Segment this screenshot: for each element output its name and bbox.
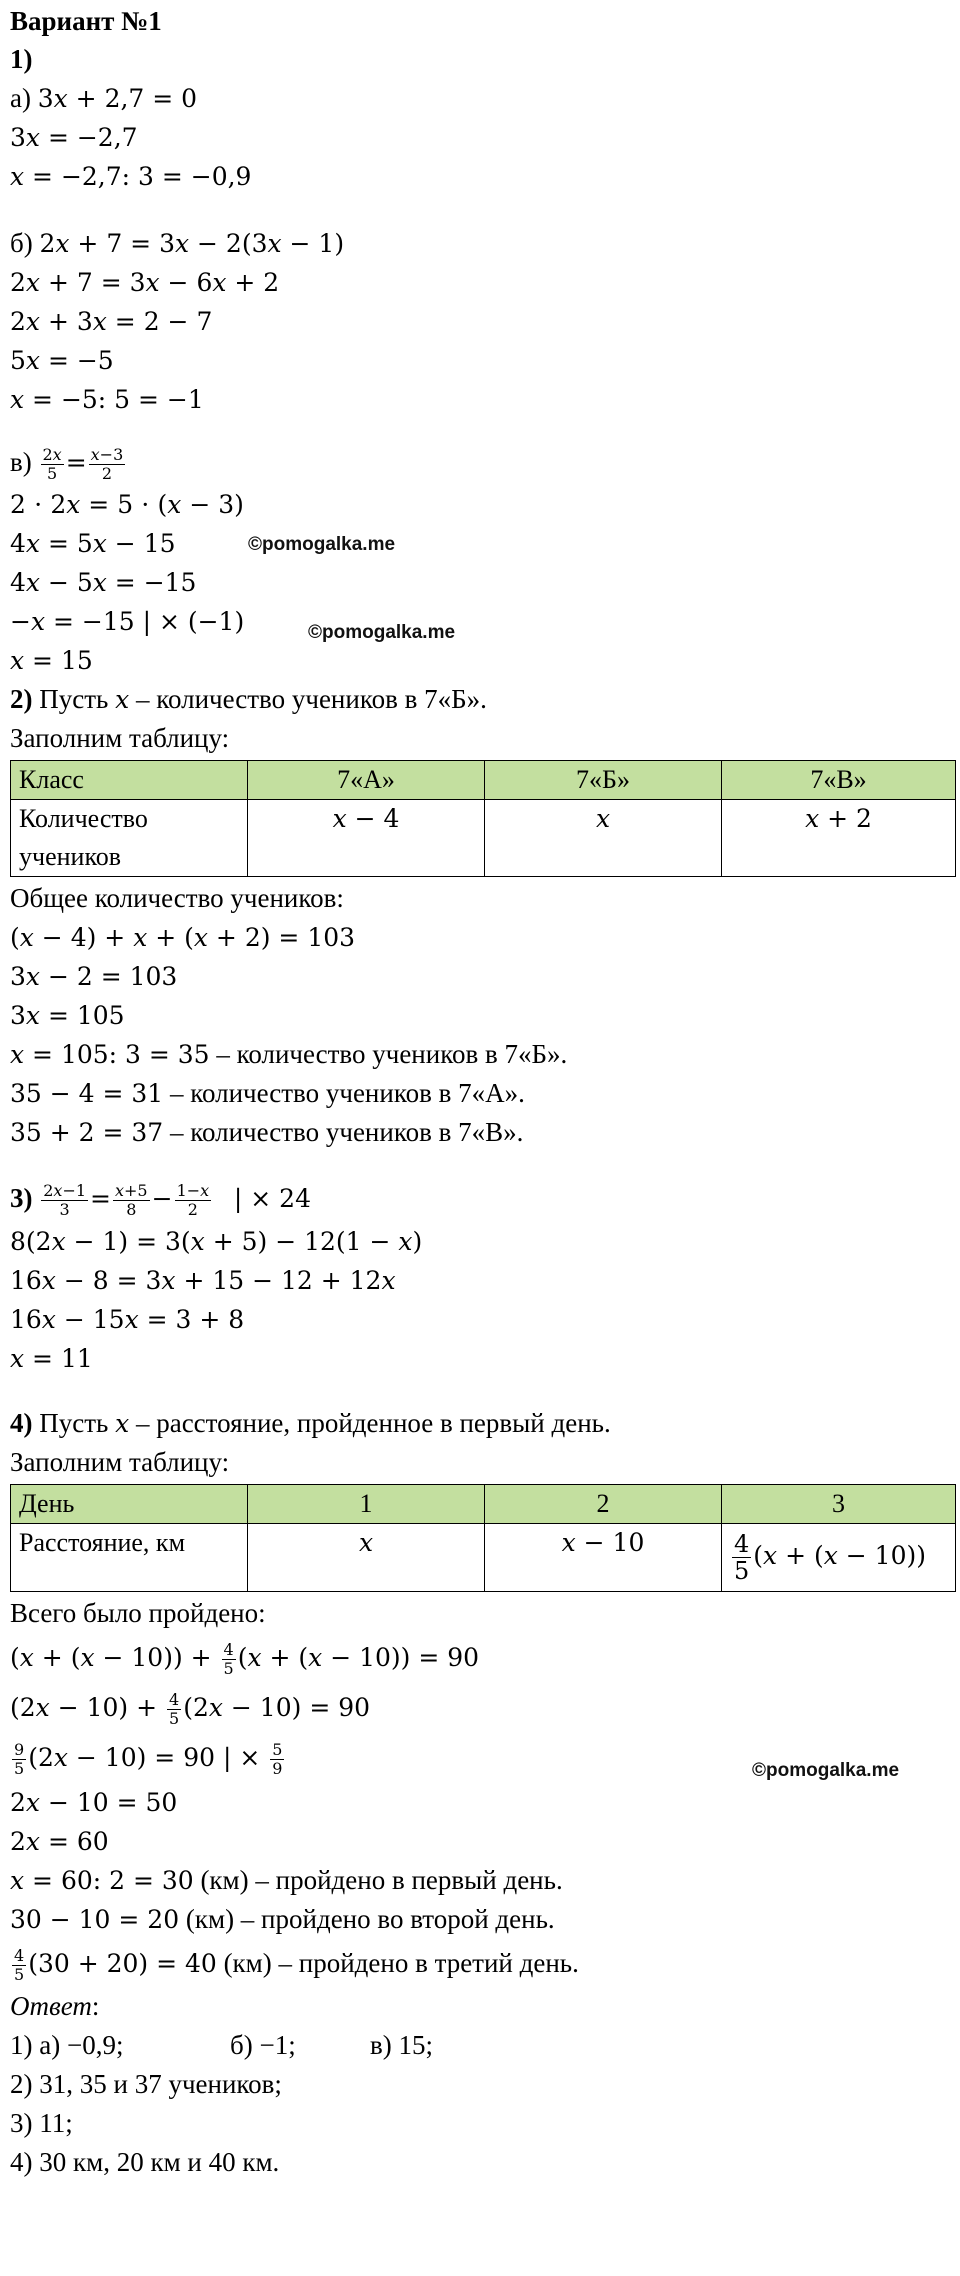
task1v-line-3: 4𝑥 = 5𝑥 − 15 xyxy=(10,529,176,558)
task1b-line-5: 𝑥 = −5: 5 = −1 xyxy=(10,385,204,414)
task1v-line-6: 𝑥 = 15 xyxy=(10,646,93,675)
task1v-line-4: 4𝑥 − 5𝑥 = −15 xyxy=(10,568,197,597)
task4-eq3-multiplier-fraction: $\frac{5}{9}$ xyxy=(272,1740,283,1778)
task2-intro: 2) Пусть 𝑥 – количество учеников в 7«Б». xyxy=(10,684,487,714)
task3-line-2: 16𝑥 − 8 = 3𝑥 + 15 − 12 + 12𝑥 xyxy=(10,1266,396,1295)
task1v-line-5: −𝑥 = −15 | × (−1) xyxy=(10,607,245,636)
task4-result3-fraction: $\frac{4}{5}$ xyxy=(14,1946,25,1985)
answer-1a: 1) а) −0,9; xyxy=(10,2030,124,2060)
task4-table-row-label: Расстояние, км xyxy=(11,1524,248,1592)
answer-row-2: 2) 31, 35 и 37 учеников; xyxy=(10,2069,282,2099)
task1a-line-2: 3𝑥 = −2,7 xyxy=(10,123,138,152)
task1v-line-1 xyxy=(10,439,954,485)
task1b-line-4: 5𝑥 = −5 xyxy=(10,346,114,375)
answer-1b: б) −1; xyxy=(230,2030,296,2060)
task1b-label: б) xyxy=(10,228,40,258)
task4-table-header-cell: 1 xyxy=(248,1485,485,1524)
task1a-eq-1: 3𝑥 + 2,7 = 0 xyxy=(37,84,198,113)
answer-heading: Ответ: xyxy=(10,1991,100,2021)
task2-table-cell: 𝑥 + 2 xyxy=(722,800,956,877)
answer-row-3: 3) 11; xyxy=(10,2108,73,2138)
task1b-eq-1: 2𝑥 + 7 = 3𝑥 − 2(3𝑥 − 1) xyxy=(39,229,345,258)
task1a-label: а) xyxy=(10,83,38,113)
task3-fraction-3: $\frac{\text{1−𝑥}}{2}$ xyxy=(176,1181,210,1220)
task1v-line-2: 2 ⋅ 2𝑥 = 5 ⋅ (𝑥 − 3) xyxy=(10,490,244,519)
task4-number: 4) xyxy=(10,1408,33,1438)
task2-table-header-row xyxy=(11,761,956,800)
answer-row-1 xyxy=(10,2026,954,2065)
task2-table-cell: 𝑥 xyxy=(485,800,722,877)
task3-fraction-1: $\frac{\text{2𝑥−1}}{3}$ xyxy=(43,1181,87,1220)
watermark: ©pomogalka.me xyxy=(308,622,456,643)
task1-number: 1) xyxy=(10,44,33,74)
watermark: ©pomogalka.me xyxy=(752,1760,900,1781)
page-title: Вариант №1 xyxy=(10,6,162,36)
task4-eq-1: (𝑥 + (𝑥 − 10)) + $\frac{4}{5}$ (𝑥 + (𝑥 − 10)) = 90 xyxy=(10,1640,480,1678)
task2-table-header-cell: 7«Б» xyxy=(485,761,722,800)
task4-table xyxy=(10,1484,956,1592)
task2-total-caption: Общее количество учеников: xyxy=(10,883,344,913)
task2-table-row-label: Количество учеников xyxy=(11,800,248,877)
task4-table-header-row xyxy=(11,1485,956,1524)
task4-line-1: 2𝑥 − 10 = 50 xyxy=(10,1788,178,1817)
task2-line-2: 3𝑥 − 2 = 103 xyxy=(10,962,178,991)
answer-row-4: 4) 30 км, 20 км и 40 км. xyxy=(10,2147,280,2177)
task1v-fraction-1: $\frac{\text{2𝑥}}{5}$ xyxy=(42,445,62,484)
task1v-fraction-2: $\frac{\text{𝑥−3}}{2}$ xyxy=(90,445,124,484)
task3-fraction-2: $\frac{\text{𝑥+5}}{8}$ xyxy=(115,1181,148,1220)
task3-line-3: 16𝑥 − 15𝑥 = 3 + 8 xyxy=(10,1305,245,1334)
task4-eq3-fraction: $\frac{9}{5}$ xyxy=(14,1740,25,1778)
task3-number: 3) xyxy=(10,1183,33,1213)
task3-line-1: 8(2𝑥 − 1) = 3(𝑥 + 5) − 12(1 − 𝑥) xyxy=(10,1227,423,1256)
task4-intro: 4) Пусть 𝑥 – расстояние, пройденное в первый день. xyxy=(10,1408,611,1438)
task2-table-header-cell: 7«А» xyxy=(248,761,485,800)
task2-table-header-cell: 7«В» xyxy=(722,761,956,800)
task2-table-caption: Заполним таблицу: xyxy=(10,723,230,753)
task2-result-1: 𝑥 = 105: 3 = 35 – количество учеников в 7«Б». xyxy=(10,1039,568,1069)
task1b-line-3: 2𝑥 + 3𝑥 = 2 − 7 xyxy=(10,307,213,336)
task1v-label: в) xyxy=(10,447,39,477)
task2-table-cell: 𝑥 − 4 xyxy=(248,800,485,877)
task2-table-row xyxy=(11,800,956,877)
task3-line-4: 𝑥 = 11 xyxy=(10,1344,93,1373)
task1b-line-2: 2𝑥 + 7 = 3𝑥 − 6𝑥 + 2 xyxy=(10,268,280,297)
task4-table-fraction: $\frac{4}{5}$ xyxy=(734,1530,750,1585)
task4-total-caption: Всего было пройдено: xyxy=(10,1598,266,1628)
task2-table xyxy=(10,760,956,877)
answer-1v: в) 15; xyxy=(370,2030,433,2060)
task1v-eq-sign: = xyxy=(65,448,87,477)
task2-result-3: 35 + 2 = 37 – количество учеников в 7«В». xyxy=(10,1117,524,1147)
task3-multiplier: | × 24 xyxy=(233,1184,311,1213)
task1b-line-1 xyxy=(10,224,954,263)
task1a-line-3: 𝑥 = −2,7: 3 = −0,9 xyxy=(10,162,252,191)
task3-equation: 3) $\frac{\text{2𝑥−1}}{3}$ = $\frac{\text{𝑥+5}}{8}$ − $\frac{\text{1−𝑥}}{2}$ | × 24 xyxy=(10,1181,311,1220)
task2-table-header-cell: Класс xyxy=(11,761,248,800)
task4-line-2: 2𝑥 = 60 xyxy=(10,1827,109,1856)
task4-table-cell: 𝑥 − 10 xyxy=(485,1524,722,1592)
task4-eq-3: $\frac{9}{5}$ (2𝑥 − 10) = 90 | × $\frac{5}{9}$ xyxy=(14,1740,283,1778)
task4-result-2: 30 − 10 = 20 (км) – пройдено во второй день. xyxy=(10,1904,555,1934)
solution-document xyxy=(10,0,954,2182)
task4-eq-2: (2𝑥 − 10) + $\frac{4}{5}$ (2𝑥 − 10) = 90 xyxy=(10,1690,371,1728)
task4-table-header-cell: 2 xyxy=(485,1485,722,1524)
task2-line-1: (𝑥 − 4) + 𝑥 + (𝑥 + 2) = 103 xyxy=(10,923,356,952)
task2-number: 2) xyxy=(10,684,33,714)
task4-eq1-fraction: $\frac{4}{5}$ xyxy=(223,1640,234,1678)
task1a-line-1 xyxy=(10,79,954,118)
task4-table-header-cell: День xyxy=(11,1485,248,1524)
watermark: ©pomogalka.me xyxy=(248,534,396,555)
task4-table-row xyxy=(11,1524,956,1592)
task4-table-cell: 𝑥 xyxy=(248,1524,485,1592)
task2-result-2: 35 − 4 = 31 – количество учеников в 7«А». xyxy=(10,1078,525,1108)
task4-result-3: $\frac{4}{5}$ (30 + 20) = 40 (км) – пройдено в третий день. xyxy=(14,1946,579,1985)
task4-table-header-cell: 3 xyxy=(722,1485,956,1524)
task4-table-caption: Заполним таблицу: xyxy=(10,1447,230,1477)
task4-table-cell: $\frac{4}{5}$ (𝑥 + (𝑥 − 10)) xyxy=(722,1524,956,1592)
task4-eq2-fraction: $\frac{4}{5}$ xyxy=(169,1690,180,1728)
task2-line-3: 3𝑥 = 105 xyxy=(10,1001,125,1030)
task4-result-1: 𝑥 = 60: 2 = 30 (км) – пройдено в первый день. xyxy=(10,1865,563,1895)
